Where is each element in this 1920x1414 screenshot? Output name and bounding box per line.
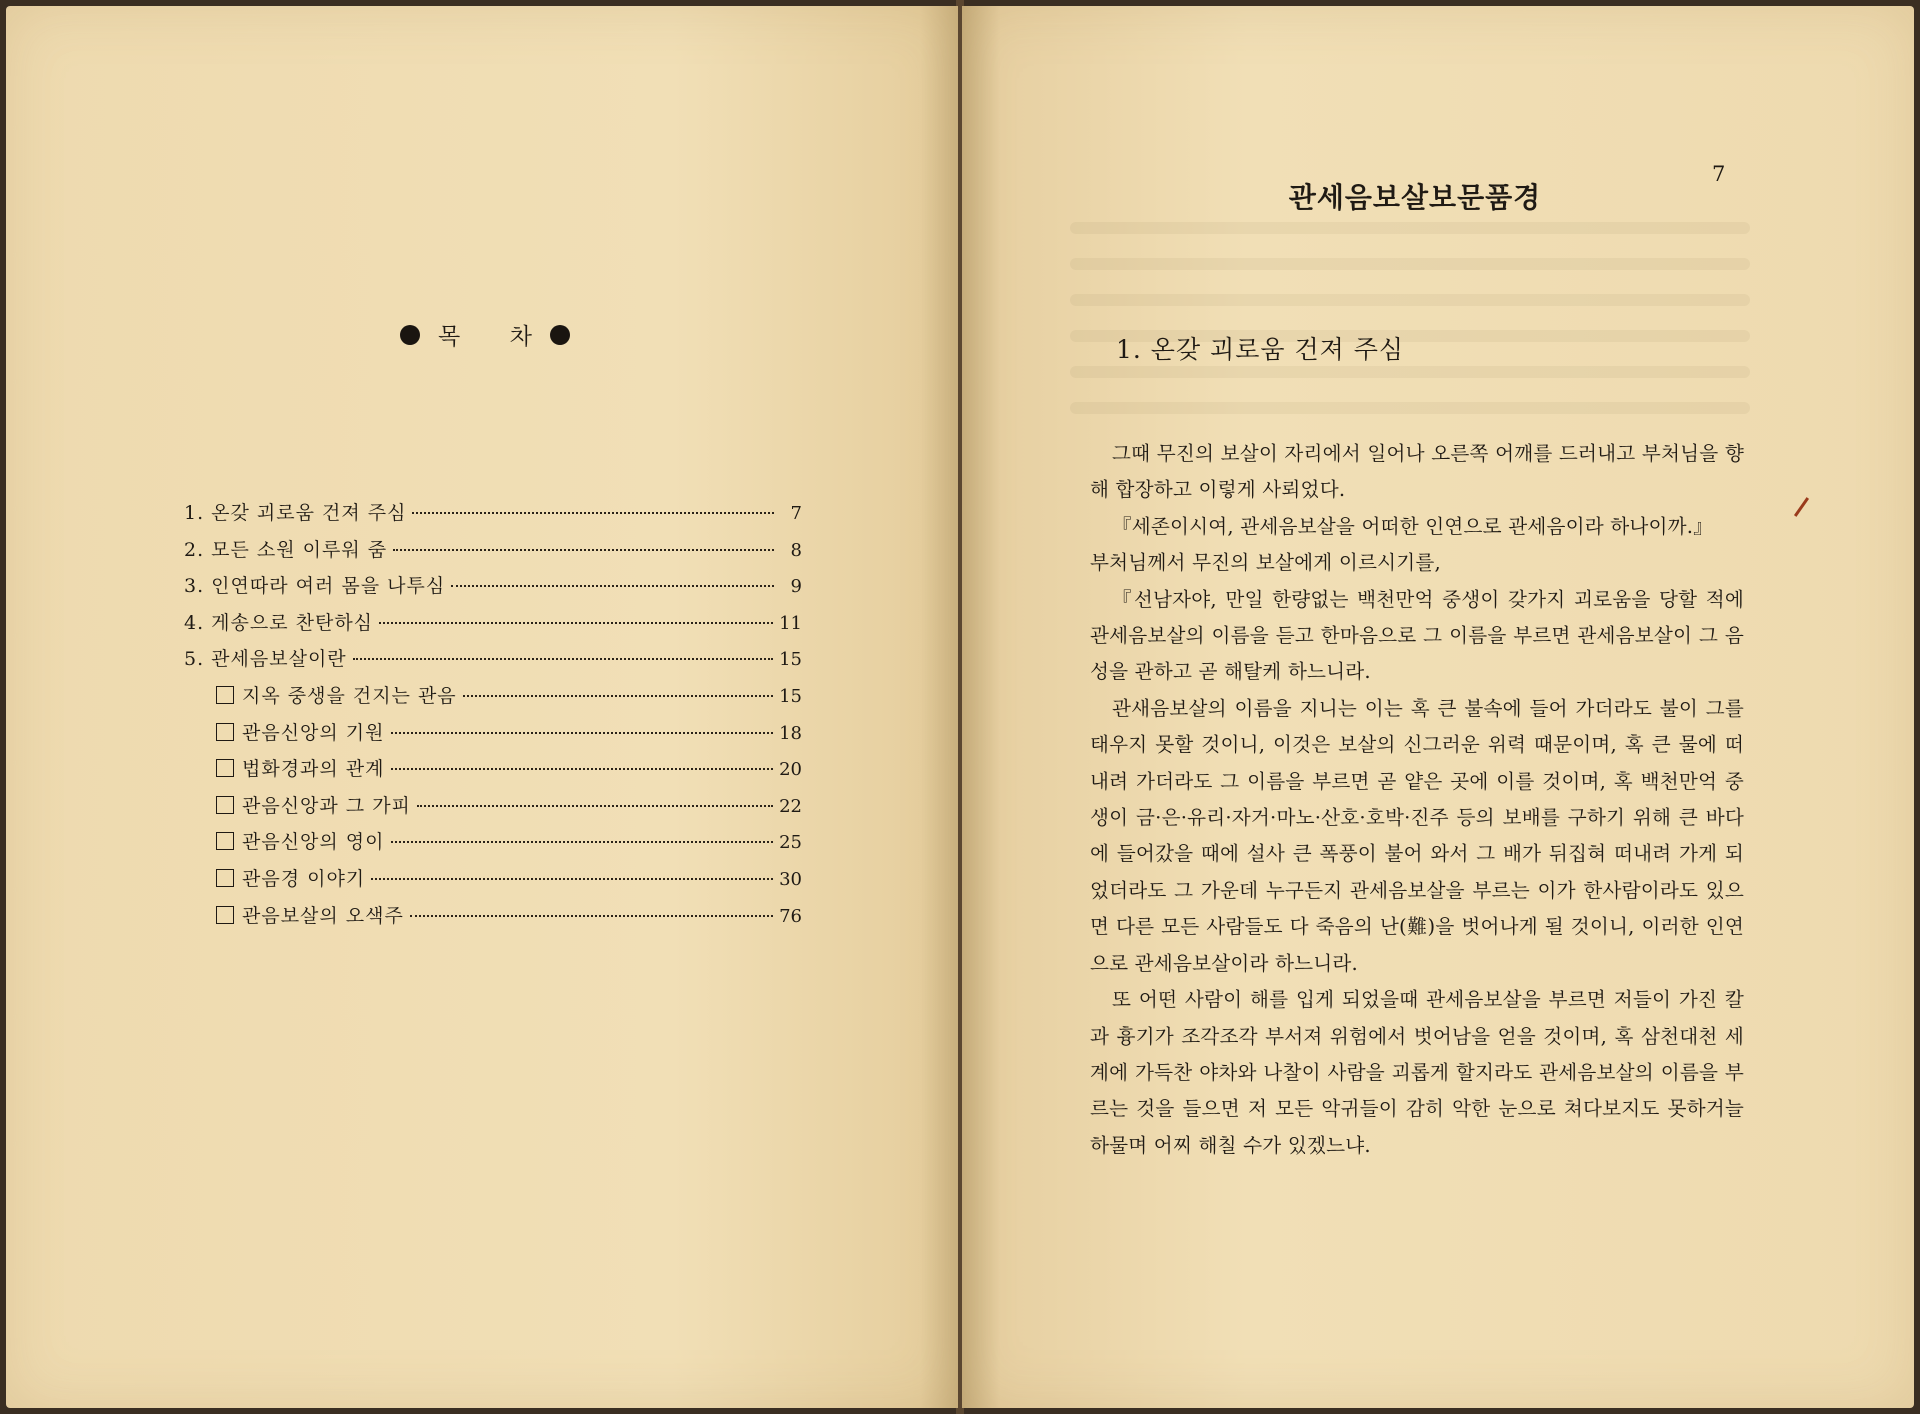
toc-entry — [184, 644, 802, 681]
toc-entry-page: 76 — [779, 905, 802, 927]
paragraph: 『선남자야, 만일 한량없는 백천만억 중생이 갖가지 괴로움을 당할 적에 관세음보살의 이름을 듣고 한마음으로 그 이름을 부르면 관세음보살이 그 음성을 관하고 곧 해탈케 하느니라. — [1090, 587, 1744, 684]
bullet-dot-icon — [550, 325, 570, 345]
toc-entry-title: 지옥 중생을 건지는 관음 — [242, 684, 457, 707]
toc-entry-page: 7 — [790, 503, 802, 524]
toc-entry — [184, 901, 802, 938]
body-text — [1090, 436, 1744, 1164]
dot-leader — [371, 878, 773, 880]
checkbox-square-icon — [216, 906, 234, 924]
dot-leader — [412, 512, 774, 514]
checkbox-square-icon — [216, 686, 234, 704]
toc-entry — [184, 535, 802, 572]
paragraph: 『세존이시여, 관세음보살을 어떠한 인연으로 관세음이라 하나이까.』 — [1112, 514, 1714, 538]
paragraph: 부처님께서 무진의 보살에게 이르시기를, — [1090, 551, 1441, 575]
dot-leader — [391, 768, 774, 770]
toc-entry — [184, 681, 802, 718]
dot-leader — [353, 658, 773, 660]
dot-leader — [463, 695, 773, 697]
toc-entry-page: 25 — [779, 832, 802, 854]
checkbox-square-icon — [216, 759, 234, 777]
toc-entry — [184, 827, 802, 864]
paragraph: 관새음보살의 이름을 지니는 이는 혹 큰 불속에 들어 가더라도 불이 그를 태우지 못할 것이니, 이것은 보살의 신그러운 위력 때문이며, 혹 큰 물에 떠 내려 가더라도 그 이름을 부르면 곧 얕은 곳에 이를 것이며, 혹 백천만억 중생이 금·은·유리·자거·마노·산호·호박·진주 등의 보배를 구하기 위해 큰 바다에 들어갔을 때에 설사 큰 폭풍이 불어 와서 그 배가 뒤집혀 떠내려 가게 되었더라도 그 가운데 누구든지 관세음보살을 부르는 이가 한사람이라도 있으면 다른 모든 사람들도 다 죽음의 난(難)을 벗어나게 될 것이니, 이러한 인연으로 관세음보살이라 하느니라. — [1090, 696, 1744, 975]
toc-entry-title: 1. 온갖 괴로움 건져 주심 — [184, 502, 407, 524]
paragraph: 또 어떤 사람이 해를 입게 되었을때 관세음보살을 부르면 저들이 가진 칼과 흉기가 조각조각 부서져 위험에서 벗어남을 얻을 것이며, 혹 삼천대천 세계에 가득찬 야차와 나찰이 사람을 괴롭게 할지라도 관세음보살의 이름을 부르는 것을 들으면 저 모든 악귀들이 감히 악한 눈으로 쳐다보지도 못하거늘 하물며 어찌 해칠 수가 있겠느냐. — [1090, 988, 1744, 1157]
dot-leader — [379, 622, 773, 624]
toc-entry-title: 관음신앙과 그 가피 — [242, 794, 411, 817]
toc-heading-left: 목 — [438, 324, 461, 350]
dot-leader — [393, 549, 774, 551]
toc-entry-page: 15 — [779, 649, 802, 671]
checkbox-square-icon — [216, 723, 234, 741]
toc-entry-title: 법화경과의 관계 — [242, 758, 385, 781]
dot-leader — [391, 732, 774, 734]
toc-entry-page: 8 — [790, 539, 802, 561]
toc-entry-title: 5. 관세음보살이란 — [184, 648, 347, 671]
toc-entry-page: 20 — [779, 759, 802, 781]
checkbox-square-icon — [216, 796, 234, 814]
toc-entry-page: 11 — [779, 612, 802, 634]
bullet-dot-icon — [400, 325, 420, 345]
toc-entry-title: 관음신앙의 기원 — [242, 721, 385, 744]
toc-entry-page: 22 — [779, 795, 802, 817]
dot-leader — [410, 915, 773, 917]
section-title: 1. 온갖 괴로움 건져 주심 — [1116, 335, 1404, 364]
toc-entry-page: 9 — [790, 576, 802, 598]
chapter-title: 관세음보살보문품경 — [1288, 181, 1542, 214]
table-of-contents — [184, 498, 802, 937]
toc-entry — [184, 571, 802, 608]
dot-leader — [451, 585, 774, 587]
toc-entry-page: 18 — [779, 722, 802, 744]
toc-entry — [184, 718, 802, 755]
toc-entry-title: 4. 게송으로 찬탄하심 — [184, 611, 374, 634]
toc-entry-page: 15 — [779, 685, 802, 707]
toc-entry-page: 30 — [779, 868, 802, 890]
toc-entry — [184, 754, 802, 791]
toc-entry-title: 관음보살의 오색주 — [242, 904, 404, 927]
checkbox-square-icon — [216, 832, 234, 850]
dot-leader — [391, 841, 774, 843]
paragraph: 그때 무진의 보살이 자리에서 일어나 오른쪽 어깨를 드러내고 부처님을 향해 합장하고 이렇게 사뢰었다. — [1090, 442, 1744, 502]
checkbox-square-icon — [216, 869, 234, 887]
toc-entry — [184, 608, 802, 645]
toc-entry — [184, 791, 802, 828]
dot-leader — [417, 805, 773, 807]
toc-entry — [184, 864, 802, 901]
toc-entry-title: 관음경 이야기 — [242, 867, 366, 890]
toc-heading-right: 차 — [509, 324, 532, 350]
toc-entry-title: 관음신앙의 영이 — [242, 831, 385, 854]
toc-entry-title: 3. 인연따라 여러 몸을 나투심 — [184, 575, 446, 598]
page-number: 7 — [1712, 162, 1726, 186]
toc-entry — [184, 498, 802, 535]
toc-entry-title: 2. 모든 소원 이루워 줌 — [184, 538, 388, 561]
toc-heading — [400, 318, 570, 351]
